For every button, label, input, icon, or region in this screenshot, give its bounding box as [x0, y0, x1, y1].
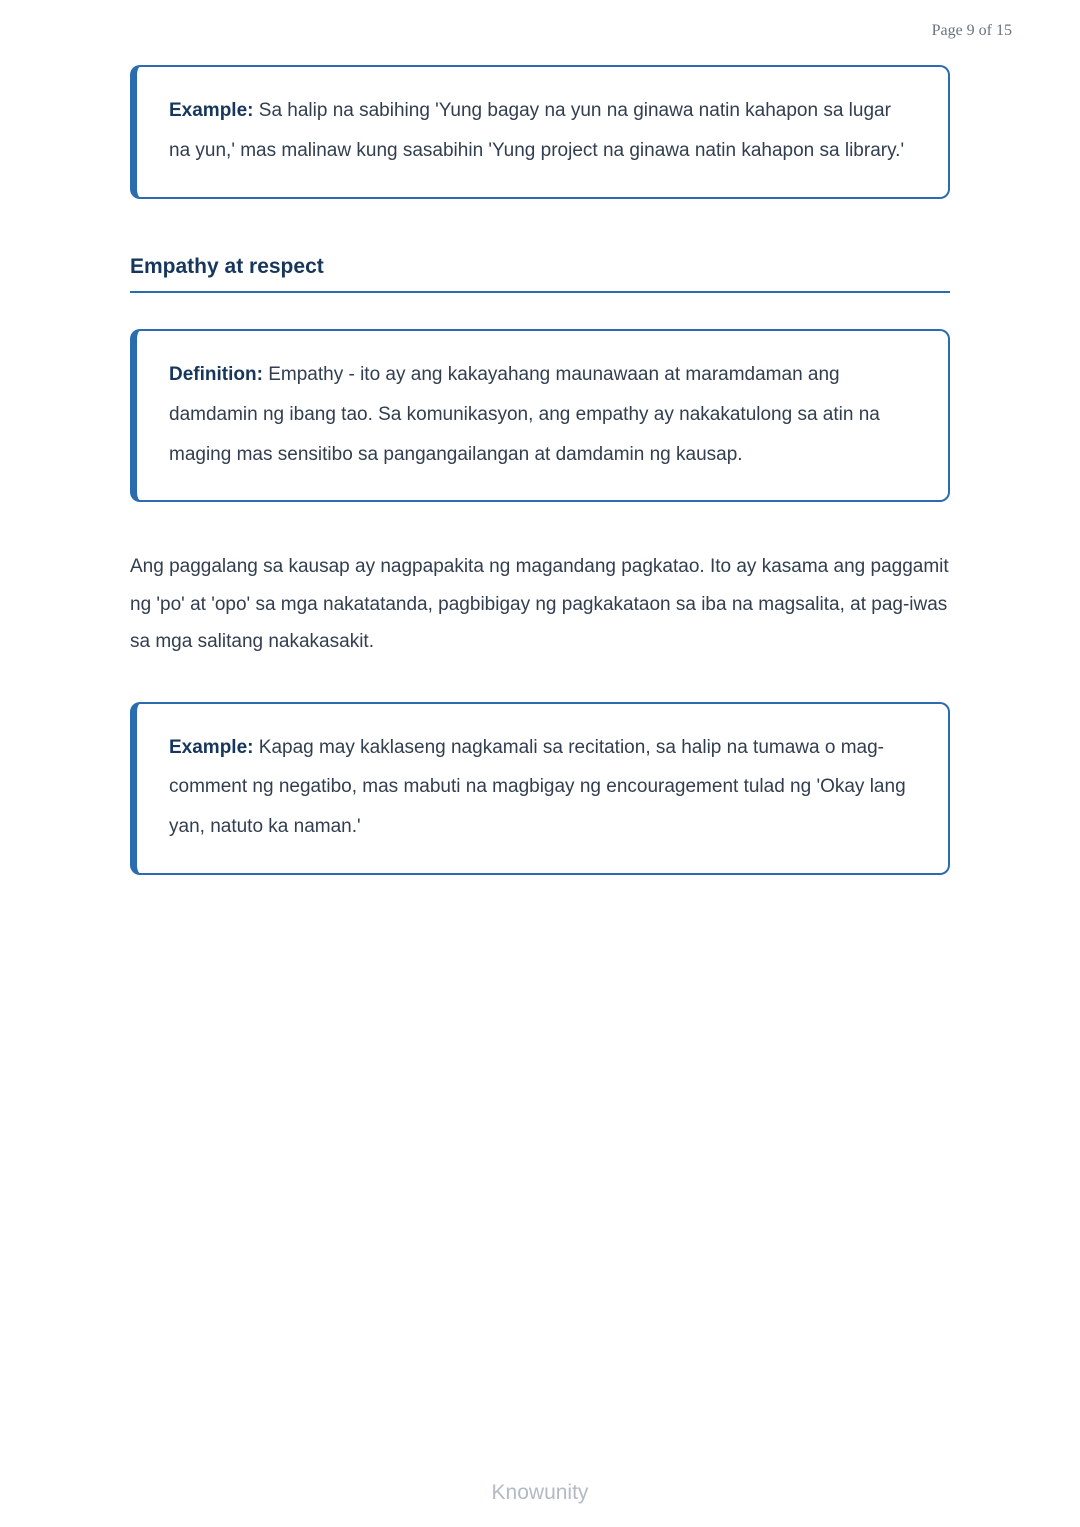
example-box-2-paragraph [169, 728, 914, 848]
example-box-1 [130, 65, 950, 199]
section-heading-underline [130, 291, 950, 293]
definition-box-text: Empathy - ito ay ang kakayahang maunawaan at maramdaman ang damdamin ng ibang tao. Sa komunikasyon, ang empathy ay nakakatulong sa atin na maging mas sensitibo sa pangangailangan at damdamin ng kausap. [169, 363, 880, 465]
example-box-2-text: Kapag may kaklaseng nagkamali sa recitation, sa halip na tumawa o mag-comment ng negatibo, mas mabuti na magbigay ng encouragement tulad ng 'Okay lang yan, natuto ka naman.' [169, 736, 906, 838]
example-box-2-label: Example: [169, 736, 254, 758]
definition-box-label: Definition: [169, 363, 263, 385]
page-content [130, 65, 950, 875]
example-box-1-paragraph [169, 91, 914, 171]
example-box-1-label: Example: [169, 100, 254, 121]
body-paragraph: Ang paggalang sa kausap ay nagpapakita ng magandang pagkatao. Ito ay kasama ang paggamit ng 'po' at 'opo' sa mga nakatatanda, pagbibigay ng pagkakataon sa iba na magsalita, at pag-iwas sa mga salitang nakakasakit. [130, 556, 949, 652]
example-box-1-text: Sa halip na sabihing 'Yung bagay na yun na ginawa natin kahapon sa lugar na yun,' mas malinaw kung sasabihin 'Yung project na ginawa natin kahapon sa library.' [169, 100, 905, 161]
footer-brand: Knowunity [491, 1481, 589, 1504]
page-indicator: Page 9 of 15 [931, 22, 1012, 39]
section-heading: Empathy at respect [130, 254, 324, 278]
definition-box [130, 329, 950, 503]
definition-box-paragraph [169, 355, 914, 475]
example-box-2 [130, 702, 950, 876]
